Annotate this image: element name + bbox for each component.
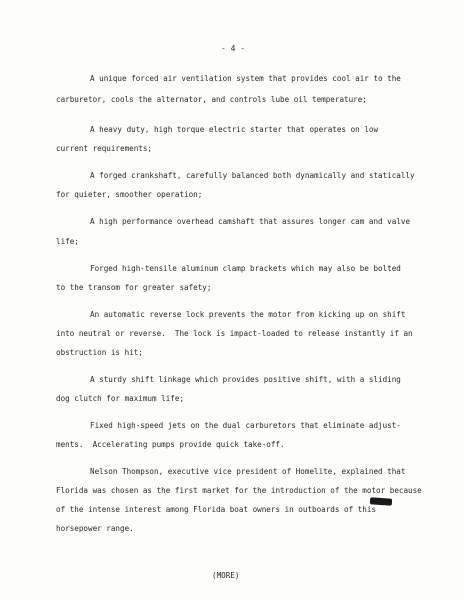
redaction-mark <box>370 497 392 506</box>
paragraph-1-line-1: A unique forced air ventilation system that provides cool air to the <box>90 74 401 83</box>
paragraph-2-line-2: current requirements; <box>56 144 153 153</box>
paragraph-9-line-4: horsepower range. <box>56 524 134 533</box>
paragraph-3-line-1: A forged crankshaft, carefully balanced both dynamically and statically <box>90 171 415 180</box>
paragraph-9-line-1: Nelson Thompson, executive vice president of Homelite, explained that <box>90 467 406 476</box>
paragraph-9-line-2: Florida was chosen as the first market for the introduction of the motor because <box>56 486 422 495</box>
paragraph-1-line-2: carburetor, cools the alternator, and controls lube oil temperature; <box>56 95 367 104</box>
page-number: - 4 - <box>221 44 246 53</box>
paragraph-6-line-1: An automatic reverse lock prevents the motor from kicking up on shift <box>90 310 406 319</box>
paragraph-9-line-3: of the intense interest among Florida boat owners in outboards of this <box>56 505 377 514</box>
paragraph-3-line-2: for quieter, smoother operation; <box>56 190 203 199</box>
paragraph-2-line-1: A heavy duty, high torque electric starter that operates on low <box>90 125 379 134</box>
more-continuation-marker: (MORE) <box>212 571 240 580</box>
paragraph-7-line-1: A sturdy shift linkage which provides positive shift, with a sliding <box>90 375 401 384</box>
paragraph-6-line-2: into neutral or reverse. The lock is impact-loaded to release instantly if an <box>56 329 413 338</box>
paragraph-5-line-2: to the transom for greater safety; <box>56 283 212 292</box>
paragraph-4-line-2: life; <box>56 237 79 246</box>
paragraph-5-line-1: Forged high-tensile aluminum clamp brackets which may also be bolted <box>90 264 401 273</box>
paragraph-6-line-3: obstruction is hit; <box>56 348 143 357</box>
paragraph-8-line-2: ments. Accelerating pumps provide quick take-off. <box>56 440 285 449</box>
paragraph-4-line-1: A high performance overhead camshaft that assures longer cam and valve <box>90 217 411 226</box>
paragraph-7-line-2: dog clutch for maximum life; <box>56 394 185 403</box>
paragraph-8-line-1: Fixed high-speed jets on the dual carburetors that eliminate adjust- <box>90 421 401 430</box>
